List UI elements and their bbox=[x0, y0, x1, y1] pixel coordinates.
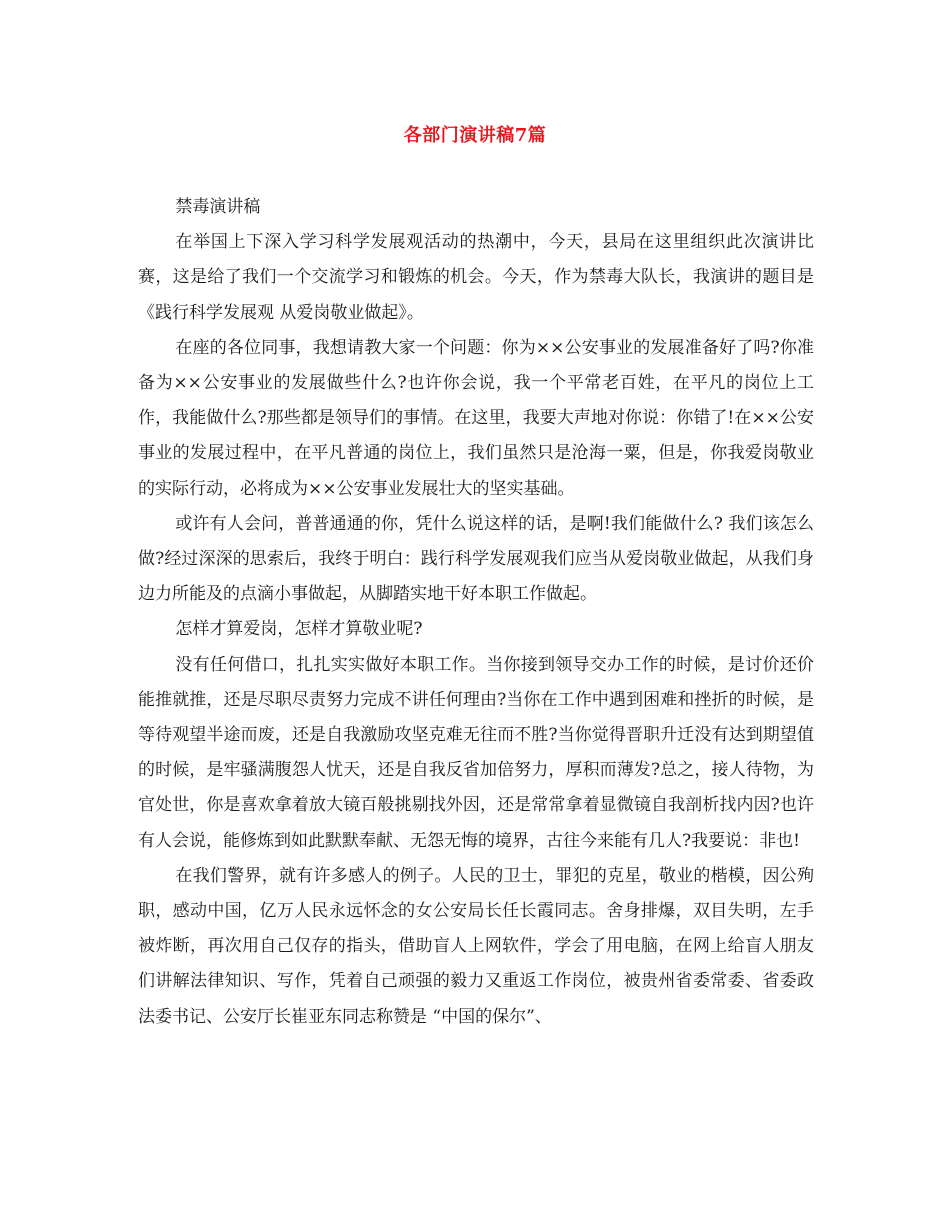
paragraph: 在座的各位同事，我想请教大家一个问题：你为××公安事业的发展准备好了吗?你准备为××公安事业的发展做些什么?也许你会说，我一个平常老百姓，在平凡的岗位上工作，我能做什么?那些都是领导们的事情。在这里，我要大声地对你说：你错了!在××公安事业的发展过程中，在平凡普通的岗位上，我们虽然只是沧海一粟，但是，你我爱岗敬业的实际行动，必将成为××公安事业发展壮大的坚实基础。 bbox=[138, 337, 814, 499]
section-heading: 禁毒演讲稿 bbox=[175, 197, 261, 217]
document-title: 各部门演讲稿7篇 bbox=[403, 125, 547, 146]
paragraph: 没有任何借口，扎扎实实做好本职工作。当你接到领导交办工作的时候，是讨价还价能推就推，还是尽职尽责努力完成不讲任何理由?当你在工作中遇到困难和挫折的时候，是等待观望半途而废，还是自我激励攻坚克难无往而不胜?当你觉得晋职升迁没有达到期望值的时候，是牢骚满腹怨人忧天，还是自我反省加倍努力，厚积而薄发?总之，接人待物，为官处世，你是喜欢拿着放大镜百般挑剔找外因，还是常常拿着显微镜自我剖析找内因?也许有人会说，能修炼到如此默默奉献、无怨无悔的境界，古往今来能有几人?我要说：非也! bbox=[138, 654, 814, 851]
paragraph: 在举国上下深入学习科学发展观活动的热潮中，今天，县局在这里组织此次演讲比赛，这是给了我们一个交流学习和锻炼的机会。今天，作为禁毒大队长，我演讲的题目是《践行科学发展观 从爱岗敬业做起》。 bbox=[138, 232, 814, 323]
paragraph: 在我们警界，就有许多感人的例子。人民的卫士，罪犯的克星，敬业的楷模，因公殉职，感动中国，亿万人民永远怀念的女公安局长任长霞同志。舍身排爆，双目失明，左手被炸断，再次用自己仅存的指头，借助盲人上网软件，学会了用电脑，在网上给盲人朋友们讲解法律知识、写作，凭着自己顽强的毅力又重返工作岗位，被贵州省委常委、省委政法委书记、公安厅长崔亚东同志称赞是 “中国的保尔”、 bbox=[138, 865, 814, 1027]
paragraph: 或许有人会问，普普通通的你，凭什么说这样的话，是啊!我们能做什么? 我们该怎么做?经过深深的思索后，我终于明白：践行科学发展观我们应当从爱岗敬业做起，从我们身边力所能及的点滴小事做起，从脚踏实地干好本职工作做起。 bbox=[138, 513, 814, 605]
document-body bbox=[138, 190, 814, 1035]
paragraph: 怎样才算爱岗，怎样才算敬业呢? bbox=[175, 619, 423, 640]
